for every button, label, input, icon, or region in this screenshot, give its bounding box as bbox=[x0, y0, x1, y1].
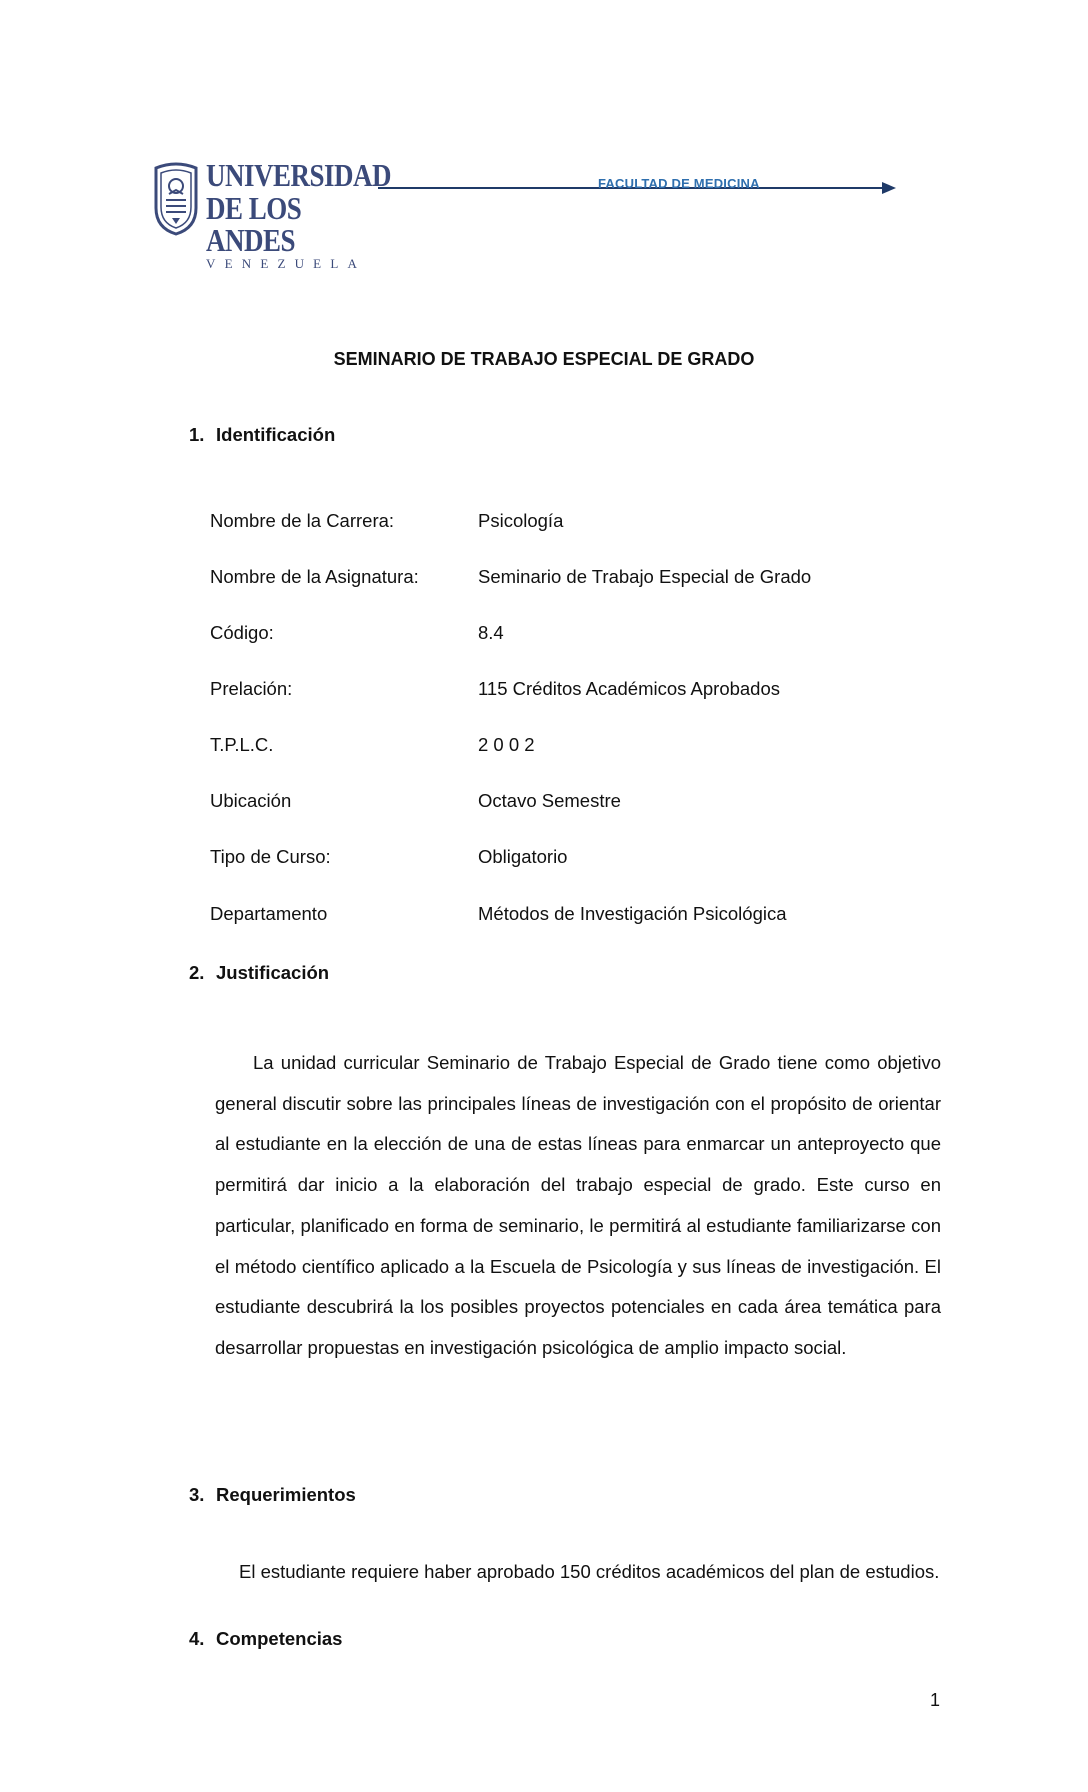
section-heading-identificacion bbox=[189, 424, 335, 446]
row-label: Código: bbox=[210, 622, 274, 643]
row-label: Tipo de Curso: bbox=[210, 846, 331, 867]
row-value: Octavo Semestre bbox=[478, 790, 621, 811]
row-value: Seminario de Trabajo Especial de Grado bbox=[478, 566, 812, 587]
identification-row bbox=[210, 566, 910, 590]
row-value: 8.4 bbox=[478, 622, 504, 643]
section-number: 1. bbox=[189, 424, 205, 445]
identification-row bbox=[210, 734, 910, 758]
row-label: Nombre de la Carrera: bbox=[210, 510, 395, 531]
faculty-label: FACULTAD DE MEDICINA bbox=[598, 176, 760, 191]
row-value: 2 0 0 2 bbox=[478, 734, 535, 755]
section-title: Requerimientos bbox=[216, 1484, 356, 1505]
section-heading-justificacion bbox=[189, 962, 329, 984]
page-number: 1 bbox=[930, 1690, 941, 1710]
university-logo bbox=[152, 157, 392, 271]
identification-row bbox=[210, 790, 910, 814]
section-title: Identificación bbox=[216, 424, 336, 445]
section-title: Competencias bbox=[216, 1628, 343, 1649]
identification-row bbox=[210, 846, 910, 870]
row-value: Métodos de Investigación Psicológica bbox=[478, 903, 787, 924]
logo-line-university: UNIVERSIDAD bbox=[206, 157, 392, 194]
identification-row bbox=[210, 622, 910, 646]
section-number: 3. bbox=[189, 1484, 205, 1505]
justification-paragraph: La unidad curricular Seminario de Trabajo Especial de Grado tiene como objetivo general discutir sobre las principales líneas de investigación con el propósito de orientar al estudiante en la elección de una de estas líneas para enmarcar un anteproyecto que permitirá dar inicio a la elaboración del trabajo especial de grado. Este curso en particular, planificado en forma de seminario, le permitirá al estudiante familiarizarse con el método científico aplicado a la Escuela de Psicología y sus líneas de investigación. El estudiante descubrirá la los posibles proyectos potenciales en cada área temática para desarrollar propuestas en investigación psicológica de amplio impacto social. bbox=[215, 1052, 941, 1358]
section-heading-competencias bbox=[189, 1628, 342, 1650]
logo-line-venezuela: VENEZUELA bbox=[206, 256, 367, 271]
document-title: SEMINARIO DE TRABAJO ESPECIAL DE GRADO bbox=[333, 349, 755, 369]
row-label: Ubicación bbox=[210, 790, 292, 811]
row-label: Prelación: bbox=[210, 678, 293, 699]
row-value: Obligatorio bbox=[478, 846, 568, 867]
requirements-paragraph: El estudiante requiere haber aprobado 150 créditos académicos del plan de estudios. bbox=[239, 1561, 940, 1582]
identification-row bbox=[210, 678, 910, 702]
section-number: 4. bbox=[189, 1628, 205, 1649]
identification-row bbox=[210, 903, 910, 927]
row-label: Departamento bbox=[210, 903, 328, 924]
row-label: T.P.L.C. bbox=[210, 734, 274, 755]
row-value: 115 Créditos Académicos Aprobados bbox=[478, 678, 781, 699]
row-label: Nombre de la Asignatura: bbox=[210, 566, 419, 587]
section-title: Justificación bbox=[216, 962, 330, 983]
identification-row bbox=[210, 510, 910, 534]
university-seal-icon bbox=[152, 162, 200, 236]
section-number: 2. bbox=[189, 962, 205, 983]
logo-line-de-los-andes: DE LOS ANDES bbox=[206, 190, 302, 258]
section-heading-requerimientos bbox=[189, 1484, 356, 1506]
row-value: Psicología bbox=[478, 510, 564, 531]
